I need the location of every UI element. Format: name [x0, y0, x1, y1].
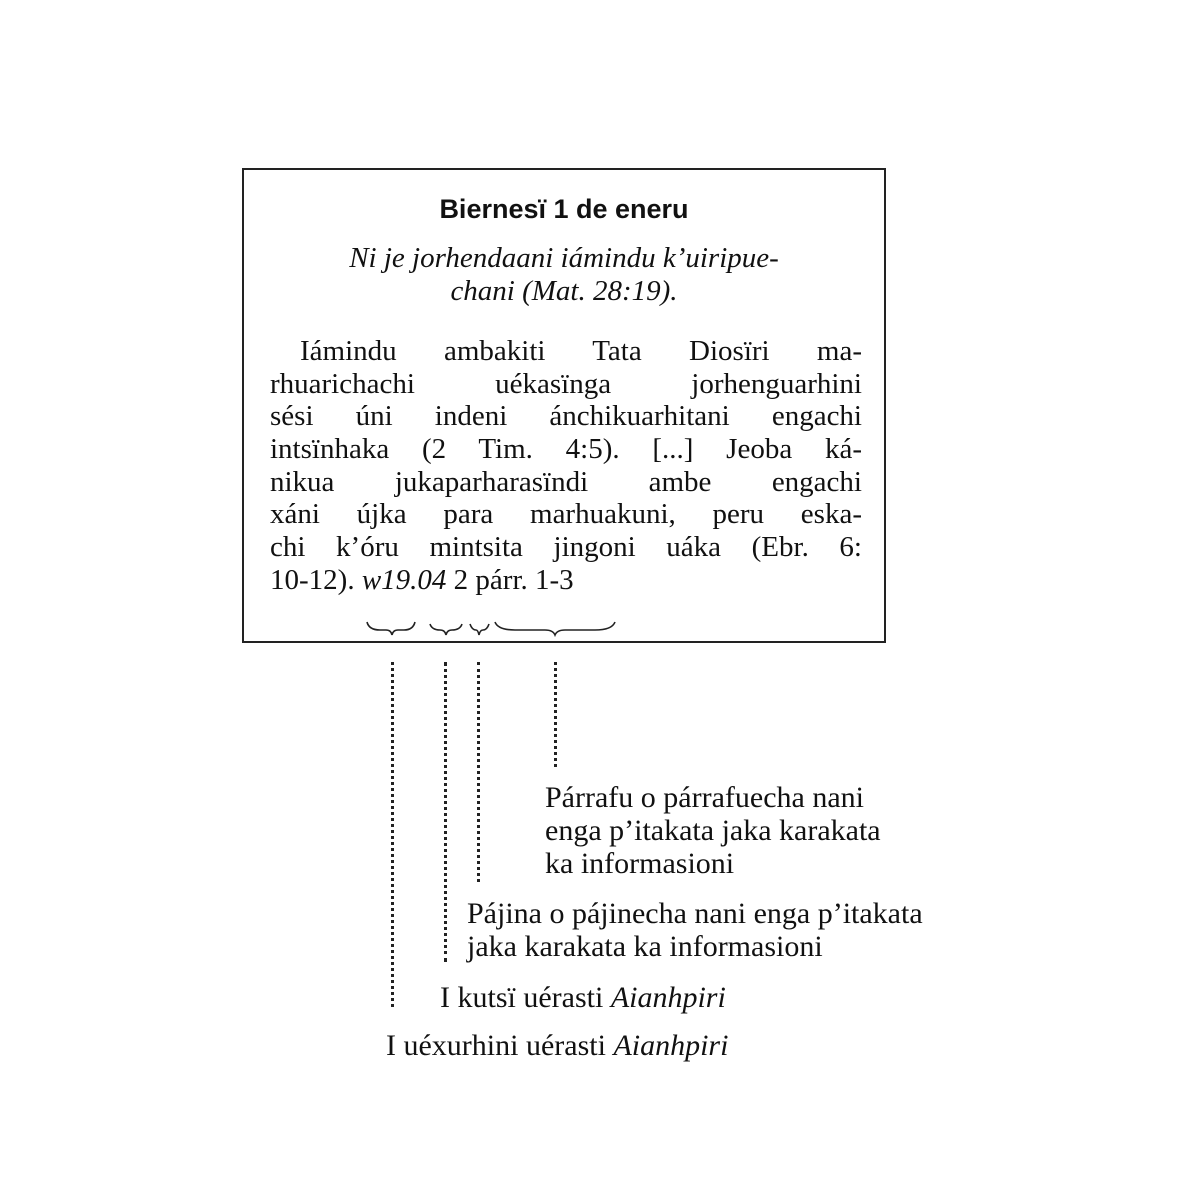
magazine-name: Aianhpiri [613, 1029, 729, 1062]
body-line: chi k’óru mintsita jingoni uáka (Ebr. 6: [270, 531, 862, 564]
label-issue-year [386, 1029, 728, 1062]
body-line: xáni újka para marhuakuni, peru eska- [270, 498, 862, 531]
body-line: intsïnhaka (2 Tim. 4:5). [...] Jeoba ká- [270, 433, 862, 466]
body-line: nikua jukaparharasïndi ambe engachi [270, 465, 862, 498]
label-line: ka informasioni [545, 847, 735, 880]
body-line: rhuarichachi uékasïnga jorhenguarhini [270, 367, 862, 400]
label-line: Pájina o pájinecha nani enga p’itakata [467, 897, 923, 930]
body-line: sési úni indeni ánchikuarhitani engachi [270, 400, 862, 433]
dotted-leader-issue [391, 662, 394, 1007]
brace-issue [367, 622, 415, 635]
ref-page: 2 [453, 563, 469, 596]
label-paragraphs [545, 781, 881, 880]
body-line: Iámindu ambakiti Tata Diosïri ma- [300, 335, 862, 367]
theme-line: chani (Mat. 28:19). [450, 275, 678, 307]
label-line: Párrafu o párrafuecha nani [545, 781, 864, 814]
theme-line: Ni je jorhendaani iámindu k’uiripue- [349, 242, 779, 274]
brace-page [470, 624, 489, 635]
magazine-name: Aianhpiri [610, 981, 726, 1014]
label-line: enga p’itakata jaka karakata [545, 814, 881, 847]
ref-issue: w19 [361, 563, 411, 596]
dotted-leader-paragraphs [554, 662, 557, 767]
scripture-ref: 10-12). [270, 563, 355, 596]
brace-month [430, 624, 462, 635]
label-text: I kutsï uérasti [440, 981, 611, 1014]
ref-month: .04 [410, 563, 447, 596]
dotted-leader-page [477, 662, 480, 882]
label-text: I uéxurhini uérasti [386, 1029, 614, 1062]
date-heading: Biernesï 1 de eneru [439, 194, 689, 224]
label-pages [467, 897, 923, 963]
label-issue-month [440, 981, 726, 1014]
ref-paragraphs: párr. 1-3 [475, 563, 574, 596]
brace-paragraphs [495, 622, 615, 635]
dotted-leader-month [444, 662, 447, 962]
label-line: jaka karakata ka informasioni [467, 930, 823, 963]
